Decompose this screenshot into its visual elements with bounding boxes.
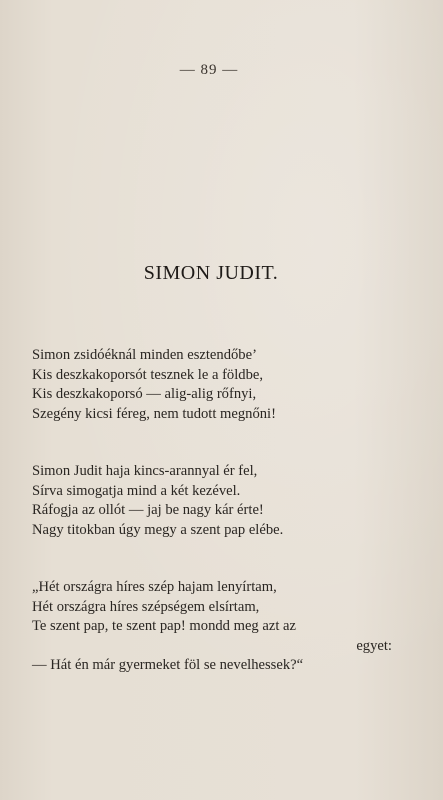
page-number: — 89 — xyxy=(179,62,239,78)
stanza-2 xyxy=(32,462,392,540)
verse-line: — Hát én már gyermeket föl se nevelhessek?“ xyxy=(32,657,304,673)
poem-title: SIMON JUDIT. xyxy=(143,262,279,284)
verse-line: Kis deszkakoporsót tesznek le a földbe, xyxy=(32,366,263,383)
verse-line: Nagy titokban úgy megy a szent pap elébe. xyxy=(32,521,284,538)
verse-line: „Hét országra híres szép hajam lenyírtam, xyxy=(32,579,277,595)
verse-line: Te szent pap, te szent pap! mondd meg azt az xyxy=(32,618,296,634)
verse-line: Simon Judit haja kincs-arannyal ér fel, xyxy=(32,463,258,479)
verse-line: Hét országra híres szépségem elsírtam, xyxy=(32,598,260,615)
verse-line-continuation: egyet: xyxy=(356,637,392,654)
verse-line: Sírva simogatja mind a két kezével. xyxy=(32,482,241,499)
stanza-3 xyxy=(32,578,392,676)
verse-line: Kis deszkakoporsó — alig-alig rőfnyi, xyxy=(32,386,257,402)
verse-line: Simon zsidóéknál minden esztendőbe’ xyxy=(32,347,257,363)
verse-line: Szegény kicsi féreg, nem tudott megnőni! xyxy=(32,405,276,422)
verse-line: Ráfogja az ollót — jaj be nagy kár érte! xyxy=(32,502,264,518)
stanza-1 xyxy=(32,346,392,424)
